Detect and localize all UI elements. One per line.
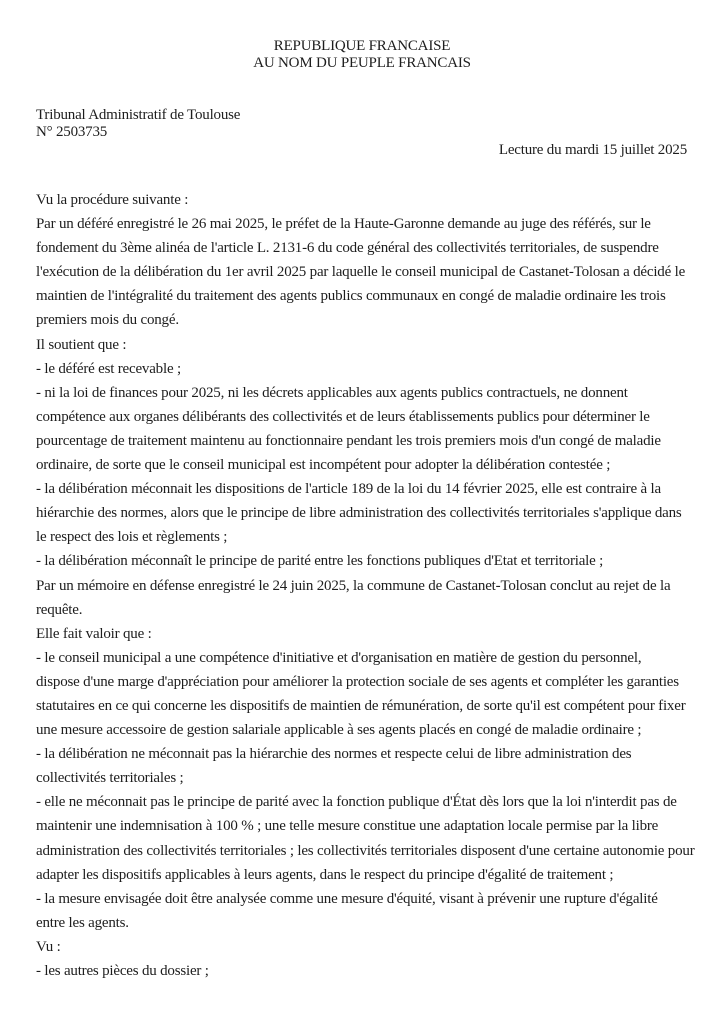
text-line: - elle ne méconnait pas le principe de parité avec la fonction publique d'État dès lors que la loi n'interdit pas de: [36, 794, 677, 811]
text-line: collectivités territoriales ;: [36, 770, 184, 787]
text-line: fondement du 3ème alinéa de l'article L. 2131-6 du code général des collectivités territoriales, de suspendre: [36, 240, 659, 257]
people-title: AU NOM DU PEUPLE FRANCAIS: [253, 55, 471, 71]
text-line: - le conseil municipal a une compétence d'initiative et d'organisation en matière de gestion du personnel,: [36, 649, 642, 666]
text-line: - la délibération méconnait les dispositions de l'article 189 de la loi du 14 février 2025, elle est contraire à la: [36, 481, 661, 498]
text-line: - les autres pièces du dossier ;: [36, 963, 209, 979]
text-line: dispose d'une marge d'appréciation pour améliorer la protection sociale de ses agents et compléter les garanties: [36, 673, 679, 690]
text-line: hiérarchie des normes, alors que le principe de libre administration des collectivités territoriales s'applique dans: [36, 505, 682, 522]
text-line: pourcentage de traitement maintenu au fonctionnaire pendant les trois premiers mois d'un congé de maladie: [36, 432, 661, 449]
decision-body: [36, 188, 706, 983]
text-line: ordinaire, de sorte que le conseil municipal est incompétent pour adopter la délibération contestée ;: [36, 457, 611, 474]
text-line: - la délibération ne méconnait pas la hiérarchie des normes et respecte celui de libre administration des: [36, 746, 632, 763]
text-line: Elle fait valoir que :: [36, 625, 152, 642]
text-line: compétence aux organes délibérants des collectivités et de leurs établissements publics pour déterminer le: [36, 408, 650, 425]
lecture-date: Lecture du mardi 15 juillet 2025: [498, 142, 687, 158]
court-block: [36, 107, 724, 141]
text-line: le respect des lois et règlements ;: [36, 529, 228, 546]
text-line: - le déféré est recevable ;: [36, 360, 181, 377]
text-line: l'exécution de la délibération du 1er avril 2025 par laquelle le conseil municipal de Castanet-Tolosan a décidé le: [36, 264, 686, 281]
document-header: [0, 0, 724, 72]
text-line: Par un déféré enregistré le 26 mai 2025, le préfet de la Haute-Garonne demande au juge des référés, sur le: [36, 216, 651, 233]
text-line: maintenir une indemnisation à 100 % ; une telle mesure constitue une adaptation locale permise par la libre: [36, 818, 659, 835]
text-line: - la mesure envisagée doit être analysée comme une mesure d'équité, visant à prévenir une rupture d'égalité: [36, 890, 658, 907]
case-number: N° 2503735: [36, 124, 108, 140]
tribunal-name: Tribunal Administratif de Toulouse: [36, 107, 241, 123]
text-line: Vu la procédure suivante :: [36, 192, 189, 208]
text-line: requête.: [36, 601, 83, 618]
text-line: administration des collectivités territoriales ; les collectivités territoriales disposent d'une certaine autonomie pour: [36, 842, 695, 859]
text-line: premiers mois du congé.: [36, 312, 179, 329]
text-line: Vu :: [36, 938, 61, 955]
text-line: Par un mémoire en défense enregistré le 24 juin 2025, la commune de Castanet-Tolosan conclut au rejet de la: [36, 577, 671, 594]
text-line: - ni la loi de finances pour 2025, ni les décrets applicables aux agents publics contractuels, ne donnent: [36, 384, 628, 401]
text-line: Il soutient que :: [36, 336, 127, 353]
text-line: maintien de l'intégralité du traitement des agents publics communaux en congé de maladie ordinaire les trois: [36, 288, 666, 305]
text-line: - la délibération méconnaît le principe de parité entre les fonctions publiques d'Etat et territoriale ;: [36, 553, 604, 570]
republic-title: REPUBLIQUE FRANCAISE: [273, 38, 451, 54]
text-line: adapter les dispositifs applicables à leurs agents, dans le respect du principe d'égalité de traitement ;: [36, 866, 614, 883]
text-line: statutaires en ce qui concerne les dispositifs de maintien de rémunération, de sorte qu'il est compétent pour fixer: [36, 697, 686, 714]
text-line: entre les agents.: [36, 914, 129, 931]
text-line: une mesure accessoire de gestion salariale applicable à ses agents placés en congé de maladie ordinaire ;: [36, 722, 642, 739]
